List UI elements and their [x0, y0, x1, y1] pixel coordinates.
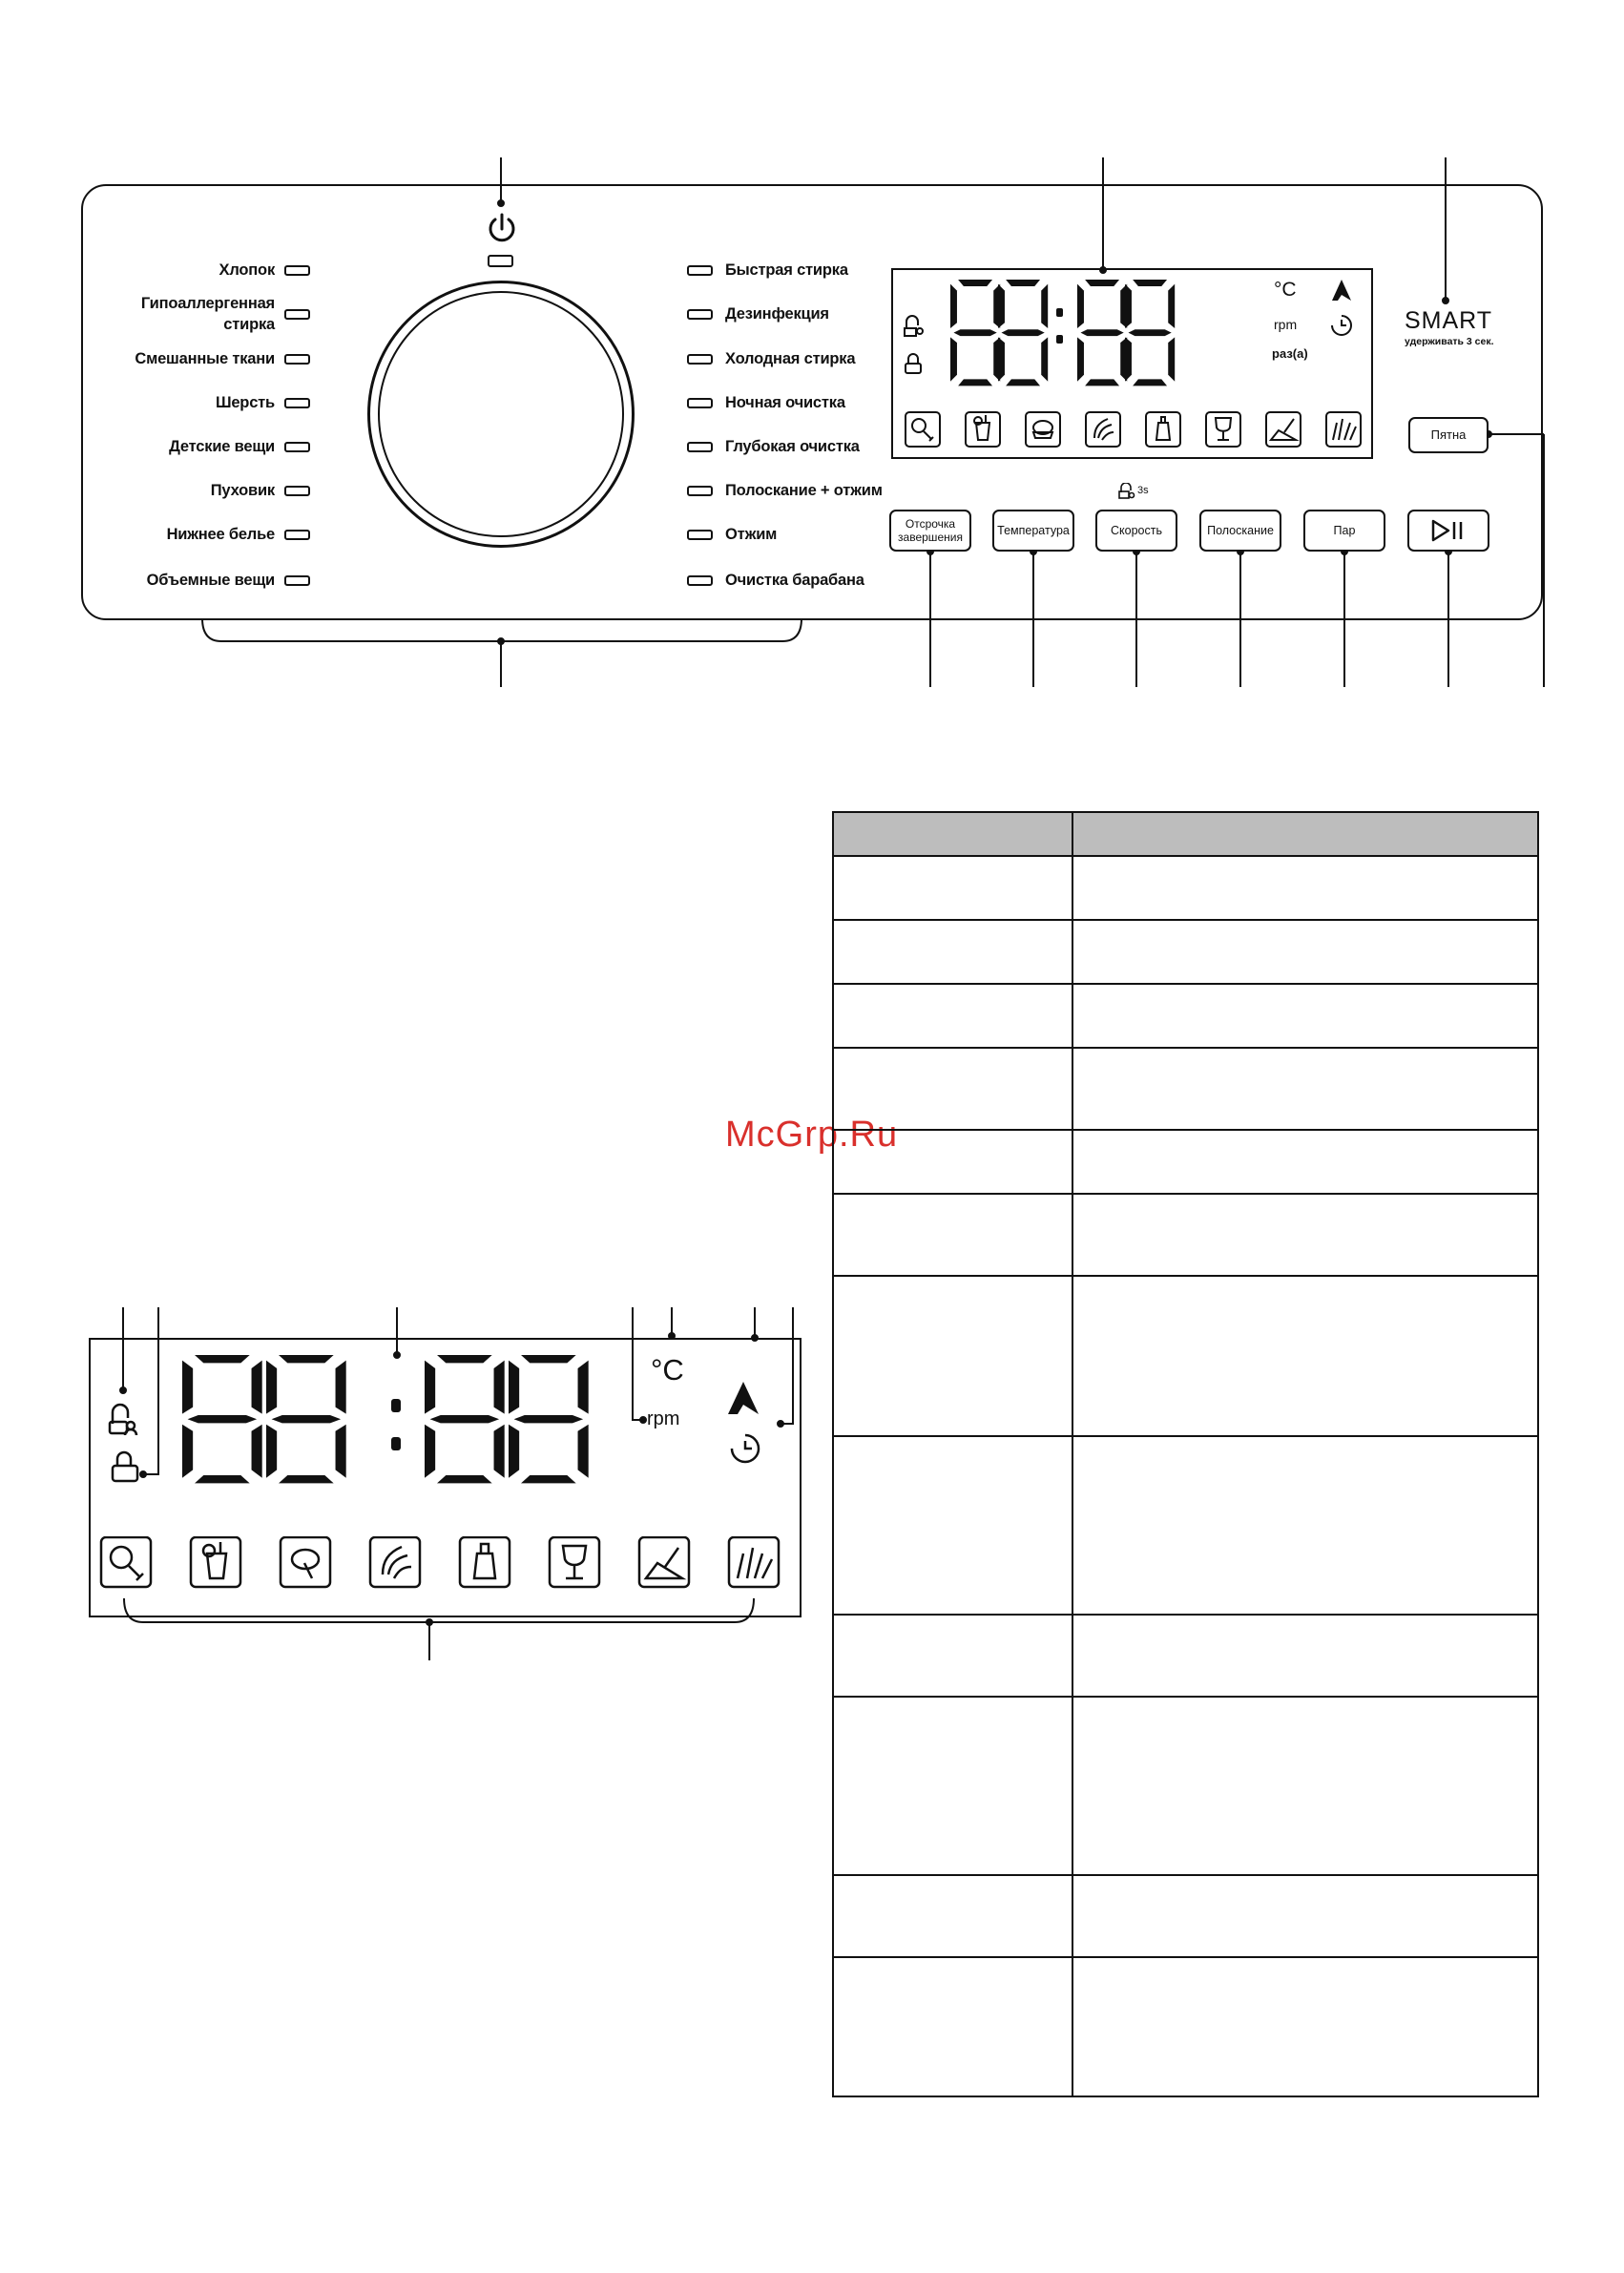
program-label-cotton: Хлопок — [219, 261, 275, 279]
child-lock-hint-text: 3s — [1137, 485, 1149, 496]
table-row — [833, 1615, 1538, 1697]
wine-glass-icon — [1206, 412, 1240, 447]
power-icon[interactable] — [485, 212, 519, 246]
table-row — [833, 984, 1538, 1048]
juice-glass-icon — [191, 1537, 240, 1587]
detail-child-lock-icon — [110, 1405, 136, 1435]
program-led — [687, 530, 713, 540]
panel-unit-times: раз(а) — [1272, 346, 1308, 361]
wine-glass-icon — [550, 1537, 599, 1587]
chicken-leg-icon — [101, 1537, 151, 1587]
detail-stain-icons — [98, 1536, 785, 1592]
program-label-underwear: Нижнее белье — [166, 526, 275, 543]
program-led — [687, 265, 713, 276]
panel-child-lock-icon — [905, 316, 923, 336]
detail-auto-icon — [728, 1382, 759, 1414]
program-led — [687, 486, 713, 496]
program-dial[interactable] — [367, 281, 635, 548]
table-row — [833, 920, 1538, 984]
program-led — [687, 575, 713, 586]
table-row — [833, 1957, 1538, 2096]
program-led — [687, 442, 713, 452]
shovel-dirt-icon — [639, 1537, 689, 1587]
program-label-wool: Шерсть — [215, 394, 275, 411]
program-led — [284, 530, 310, 540]
baby-bottle-icon — [1146, 412, 1180, 447]
table-row — [833, 1276, 1538, 1436]
panel-unit-celsius: °C — [1274, 279, 1297, 301]
baby-bottle-icon — [460, 1537, 510, 1587]
smart-hint: удерживать 3 сек. — [1405, 336, 1494, 347]
table-row — [833, 1130, 1538, 1194]
program-label-deep-clean: Глубокая очистка — [725, 438, 860, 455]
panel-stain-icon-row — [905, 411, 1363, 449]
chicken-leg-icon — [906, 412, 940, 447]
table-row — [833, 1194, 1538, 1276]
panel-door-lock-icon — [906, 354, 921, 373]
program-label-down: Пуховик — [210, 482, 275, 499]
table-row — [833, 1048, 1538, 1130]
grass-icon — [1326, 412, 1361, 447]
start-pause-button[interactable] — [1407, 510, 1489, 552]
shovel-dirt-icon — [1266, 412, 1301, 447]
play-pause-icon — [1429, 519, 1468, 542]
program-label-drum-clean: Очистка барабана — [725, 572, 864, 589]
program-label-mixed: Смешанные ткани — [135, 350, 275, 367]
child-lock-hint-icon — [1118, 483, 1135, 500]
table-row — [833, 1436, 1538, 1615]
juice-glass-icon — [966, 412, 1000, 447]
hand-icon — [1086, 412, 1120, 447]
left-program-list — [0, 0, 275, 620]
watermark: McGrp.Ru — [725, 1115, 899, 1155]
table-row — [833, 1697, 1538, 1875]
program-led — [284, 486, 310, 496]
detail-door-lock-icon — [113, 1452, 137, 1481]
program-label-quick: Быстрая стирка — [725, 261, 848, 279]
table-row — [833, 1875, 1538, 1957]
detail-unit-rpm: rpm — [647, 1408, 680, 1429]
table-row — [833, 856, 1538, 920]
program-led — [284, 575, 310, 586]
table-header-cell — [1072, 812, 1538, 856]
detail-timer-icon — [732, 1435, 759, 1462]
program-label-spin: Отжим — [725, 526, 778, 543]
stains-button[interactable]: Пятна — [1408, 417, 1489, 453]
detail-stain-icon-row — [98, 1536, 785, 1592]
program-label-hypoallergenic: Гипоаллергенная стирка — [140, 295, 275, 333]
program-label-cold: Холодная стирка — [725, 350, 856, 367]
program-led — [687, 398, 713, 408]
program-dial-inner — [378, 291, 624, 537]
panel-stain-icons — [905, 411, 1363, 449]
cake-icon — [281, 1537, 330, 1587]
rinse-button[interactable]: Полоскание — [1199, 510, 1281, 552]
panel-time-digits — [950, 280, 1175, 386]
program-label-rinse-spin: Полоскание + отжим — [725, 482, 883, 499]
panel-unit-rpm: rpm — [1274, 317, 1298, 332]
program-led — [687, 309, 713, 320]
detail-unit-celsius: °C — [651, 1353, 684, 1387]
program-label-disinfection: Дезинфекция — [725, 305, 829, 323]
program-led — [284, 442, 310, 452]
program-led — [284, 309, 310, 320]
panel-timer-icon — [1332, 316, 1351, 335]
hand-icon — [370, 1537, 420, 1587]
table-header-row — [833, 812, 1538, 856]
program-label-bulky: Объемные вещи — [146, 572, 275, 589]
grass-icon — [729, 1537, 779, 1587]
smart-title: SMART — [1405, 307, 1493, 334]
power-led — [488, 255, 513, 267]
panel-auto-icon — [1332, 280, 1351, 301]
detail-time-digits — [182, 1355, 589, 1483]
program-led — [284, 354, 310, 365]
program-led — [687, 354, 713, 365]
program-led — [284, 265, 310, 276]
table-header-cell — [833, 812, 1072, 856]
temperature-button[interactable]: Температура — [992, 510, 1074, 552]
delay-end-button[interactable]: Отсрочка завершения — [889, 510, 971, 552]
program-label-baby: Детские вещи — [169, 438, 275, 455]
steam-button[interactable]: Пар — [1303, 510, 1385, 552]
description-table — [832, 811, 1539, 2097]
cake-icon — [1026, 412, 1060, 447]
spin-speed-button[interactable]: Скорость — [1095, 510, 1177, 552]
program-label-night: Ночная очистка — [725, 394, 845, 411]
program-led — [284, 398, 310, 408]
